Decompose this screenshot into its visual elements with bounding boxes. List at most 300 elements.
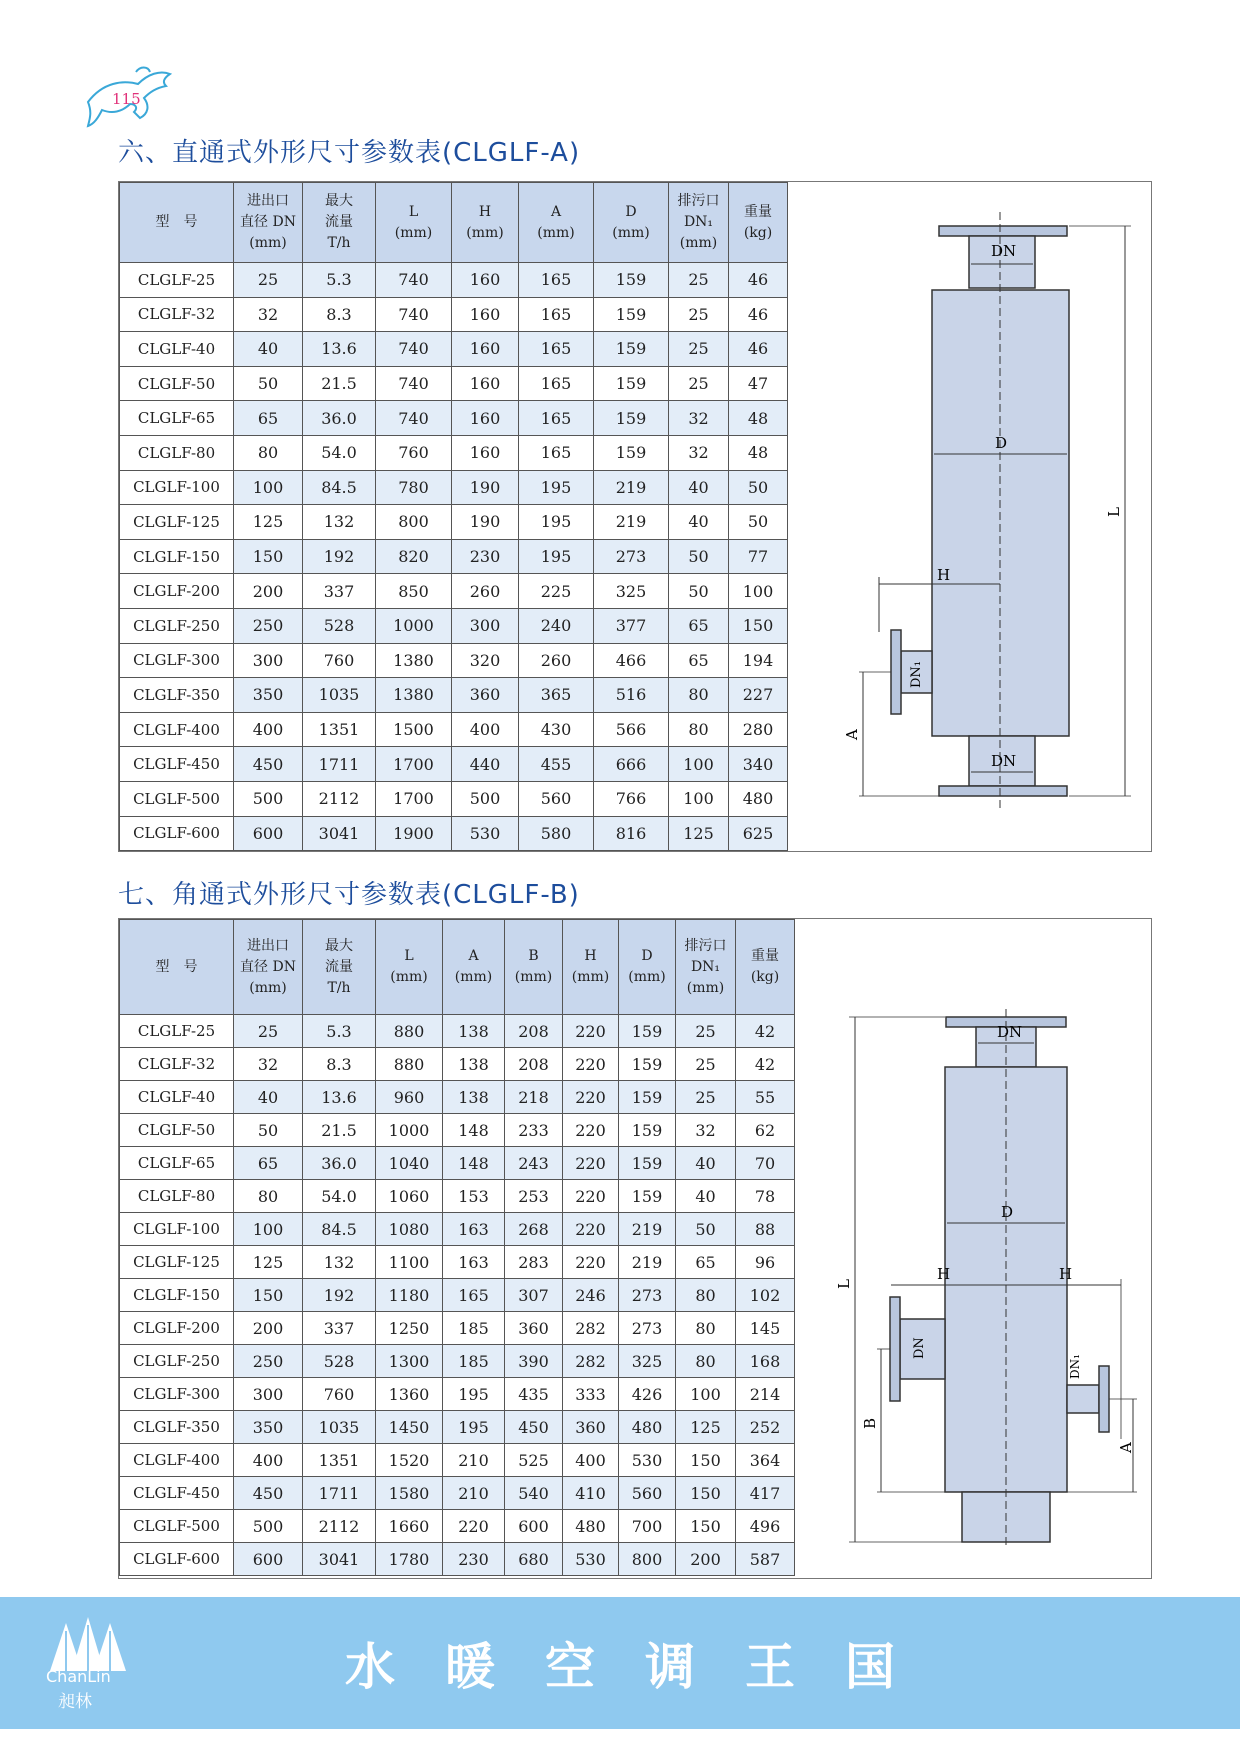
table-row bbox=[120, 1279, 795, 1312]
value-cell: 1100 bbox=[376, 1246, 443, 1279]
table-row bbox=[120, 1312, 795, 1345]
value-cell: 42 bbox=[736, 1015, 795, 1048]
value-cell: 214 bbox=[736, 1378, 795, 1411]
table-row bbox=[120, 435, 788, 470]
value-cell: 740 bbox=[376, 401, 452, 436]
value-cell: 21.5 bbox=[303, 1114, 376, 1147]
value-cell: 163 bbox=[443, 1213, 505, 1246]
header-line: L bbox=[404, 948, 414, 964]
header-line: (mm) bbox=[390, 969, 428, 985]
table-row bbox=[120, 574, 788, 609]
value-cell: 159 bbox=[619, 1015, 676, 1048]
straight-filter-diagram bbox=[819, 182, 1151, 851]
model-cell: CLGLF-150 bbox=[120, 539, 234, 574]
value-cell: 600 bbox=[234, 1543, 303, 1576]
value-cell: 50 bbox=[234, 1114, 303, 1147]
value-cell: 8.3 bbox=[303, 297, 376, 332]
value-cell: 159 bbox=[594, 401, 669, 436]
value-cell: 500 bbox=[452, 781, 519, 816]
value-cell: 192 bbox=[303, 1279, 376, 1312]
table-header-row bbox=[120, 183, 788, 263]
value-cell: 325 bbox=[594, 574, 669, 609]
value-cell: 400 bbox=[234, 712, 303, 747]
value-cell: 680 bbox=[505, 1543, 563, 1576]
header-line: 排污口 bbox=[677, 193, 720, 209]
column-header bbox=[452, 183, 519, 263]
value-cell: 195 bbox=[519, 505, 594, 540]
model-cell: CLGLF-400 bbox=[120, 1444, 234, 1477]
value-cell: 194 bbox=[729, 643, 788, 678]
header-line: DN₁ bbox=[690, 958, 721, 975]
value-cell: 220 bbox=[563, 1246, 619, 1279]
value-cell: 282 bbox=[563, 1345, 619, 1378]
value-cell: 600 bbox=[234, 816, 303, 851]
value-cell: 100 bbox=[669, 781, 729, 816]
value-cell: 210 bbox=[443, 1477, 505, 1510]
value-cell: 77 bbox=[729, 539, 788, 574]
model-cell: CLGLF-125 bbox=[120, 1246, 234, 1279]
section-a-title: 六、直通式外形尺寸参数表(CLGLF-A) bbox=[118, 138, 581, 168]
header-line: DN₁ bbox=[683, 214, 714, 230]
value-cell: 450 bbox=[234, 747, 303, 782]
value-cell: 760 bbox=[303, 643, 376, 678]
value-cell: 666 bbox=[594, 747, 669, 782]
model-cell: CLGLF-300 bbox=[120, 643, 234, 678]
value-cell: 417 bbox=[736, 1477, 795, 1510]
value-cell: 153 bbox=[443, 1180, 505, 1213]
value-cell: 800 bbox=[376, 505, 452, 540]
model-cell: CLGLF-50 bbox=[120, 1114, 234, 1147]
value-cell: 25 bbox=[669, 332, 729, 367]
value-cell: 195 bbox=[443, 1411, 505, 1444]
value-cell: 200 bbox=[676, 1543, 736, 1576]
value-cell: 1080 bbox=[376, 1213, 443, 1246]
label-dn-top: DN bbox=[991, 242, 1017, 260]
value-cell: 80 bbox=[669, 712, 729, 747]
label-h-left: H bbox=[937, 1265, 951, 1283]
value-cell: 132 bbox=[303, 1246, 376, 1279]
value-cell: 8.3 bbox=[303, 1048, 376, 1081]
value-cell: 1035 bbox=[303, 678, 376, 713]
table-row bbox=[120, 1180, 795, 1213]
label-l: L bbox=[1105, 507, 1123, 517]
header-line: H bbox=[478, 203, 492, 220]
table-row bbox=[120, 1213, 795, 1246]
value-cell: 300 bbox=[234, 643, 303, 678]
value-cell: 36.0 bbox=[303, 1147, 376, 1180]
value-cell: 350 bbox=[234, 1411, 303, 1444]
model-cell: CLGLF-200 bbox=[120, 1312, 234, 1345]
value-cell: 160 bbox=[452, 366, 519, 401]
header-line: 型 号 bbox=[155, 214, 198, 230]
value-cell: 65 bbox=[669, 643, 729, 678]
value-cell: 1660 bbox=[376, 1510, 443, 1543]
column-header bbox=[563, 920, 619, 1015]
column-header bbox=[376, 920, 443, 1015]
value-cell: 21.5 bbox=[303, 366, 376, 401]
header-line: 直径 DN bbox=[240, 958, 296, 975]
column-header bbox=[519, 183, 594, 263]
value-cell: 1450 bbox=[376, 1411, 443, 1444]
value-cell: 740 bbox=[376, 332, 452, 367]
value-cell: 1351 bbox=[303, 1444, 376, 1477]
value-cell: 220 bbox=[563, 1048, 619, 1081]
value-cell: 880 bbox=[376, 1048, 443, 1081]
value-cell: 32 bbox=[669, 401, 729, 436]
table-row bbox=[120, 332, 788, 367]
value-cell: 55 bbox=[736, 1081, 795, 1114]
table-row bbox=[120, 297, 788, 332]
table-row bbox=[120, 608, 788, 643]
value-cell: 125 bbox=[234, 1246, 303, 1279]
value-cell: 132 bbox=[303, 505, 376, 540]
value-cell: 65 bbox=[234, 401, 303, 436]
model-cell: CLGLF-65 bbox=[120, 1147, 234, 1180]
value-cell: 1900 bbox=[376, 816, 452, 851]
column-header bbox=[234, 183, 303, 263]
value-cell: 500 bbox=[234, 781, 303, 816]
value-cell: 13.6 bbox=[303, 1081, 376, 1114]
header-line: (mm) bbox=[466, 224, 504, 241]
footer-banner bbox=[0, 1597, 1240, 1729]
value-cell: 190 bbox=[452, 470, 519, 505]
value-cell: 185 bbox=[443, 1345, 505, 1378]
value-cell: 32 bbox=[676, 1114, 736, 1147]
header-line: A bbox=[550, 203, 562, 220]
table-row bbox=[120, 643, 788, 678]
model-cell: CLGLF-350 bbox=[120, 678, 234, 713]
value-cell: 84.5 bbox=[303, 1213, 376, 1246]
value-cell: 260 bbox=[519, 643, 594, 678]
value-cell: 200 bbox=[234, 574, 303, 609]
value-cell: 253 bbox=[505, 1180, 563, 1213]
value-cell: 40 bbox=[234, 332, 303, 367]
value-cell: 40 bbox=[676, 1180, 736, 1213]
value-cell: 78 bbox=[736, 1180, 795, 1213]
model-cell: CLGLF-50 bbox=[120, 366, 234, 401]
value-cell: 516 bbox=[594, 678, 669, 713]
value-cell: 220 bbox=[563, 1213, 619, 1246]
label-dn-top: DN bbox=[997, 1023, 1023, 1041]
value-cell: 25 bbox=[234, 263, 303, 298]
table-row bbox=[120, 1543, 795, 1576]
value-cell: 159 bbox=[594, 263, 669, 298]
label-a: A bbox=[843, 729, 861, 740]
value-cell: 220 bbox=[563, 1147, 619, 1180]
value-cell: 220 bbox=[563, 1081, 619, 1114]
header-line: (mm) bbox=[454, 969, 493, 985]
value-cell: 100 bbox=[234, 470, 303, 505]
value-cell: 47 bbox=[729, 366, 788, 401]
value-cell: 219 bbox=[619, 1213, 676, 1246]
model-cell: CLGLF-500 bbox=[120, 781, 234, 816]
value-cell: 159 bbox=[619, 1147, 676, 1180]
value-cell: 159 bbox=[594, 332, 669, 367]
value-cell: 760 bbox=[303, 1378, 376, 1411]
model-cell: CLGLF-450 bbox=[120, 1477, 234, 1510]
value-cell: 377 bbox=[594, 608, 669, 643]
value-cell: 220 bbox=[563, 1180, 619, 1213]
value-cell: 195 bbox=[443, 1378, 505, 1411]
value-cell: 625 bbox=[729, 816, 788, 851]
value-cell: 320 bbox=[452, 643, 519, 678]
header-line: (mm) bbox=[686, 979, 725, 996]
value-cell: 426 bbox=[619, 1378, 676, 1411]
label-dn1: DN₁ bbox=[1068, 1354, 1082, 1379]
label-dn1: DN₁ bbox=[909, 660, 924, 688]
header-line: A bbox=[468, 948, 479, 964]
value-cell: 560 bbox=[519, 781, 594, 816]
value-cell: 192 bbox=[303, 539, 376, 574]
value-cell: 740 bbox=[376, 263, 452, 298]
value-cell: 2112 bbox=[303, 781, 376, 816]
value-cell: 80 bbox=[234, 435, 303, 470]
value-cell: 566 bbox=[594, 712, 669, 747]
value-cell: 219 bbox=[619, 1246, 676, 1279]
value-cell: 246 bbox=[563, 1279, 619, 1312]
model-cell: CLGLF-100 bbox=[120, 1213, 234, 1246]
label-h: H bbox=[937, 566, 951, 584]
model-cell: CLGLF-200 bbox=[120, 574, 234, 609]
value-cell: 50 bbox=[676, 1213, 736, 1246]
table-row bbox=[120, 366, 788, 401]
value-cell: 185 bbox=[443, 1312, 505, 1345]
header-line: (kg) bbox=[750, 969, 780, 985]
header-line: 型 号 bbox=[155, 958, 198, 975]
value-cell: 138 bbox=[443, 1048, 505, 1081]
model-cell: CLGLF-350 bbox=[120, 1411, 234, 1444]
table-row bbox=[120, 1345, 795, 1378]
value-cell: 530 bbox=[563, 1543, 619, 1576]
value-cell: 220 bbox=[563, 1114, 619, 1147]
value-cell: 360 bbox=[563, 1411, 619, 1444]
value-cell: 1780 bbox=[376, 1543, 443, 1576]
column-header bbox=[729, 183, 788, 263]
header-line: (kg) bbox=[743, 224, 773, 241]
value-cell: 150 bbox=[676, 1444, 736, 1477]
value-cell: 337 bbox=[303, 1312, 376, 1345]
header-line: 重量 bbox=[751, 948, 779, 964]
value-cell: 1060 bbox=[376, 1180, 443, 1213]
value-cell: 80 bbox=[669, 678, 729, 713]
header-line: 排污口 bbox=[684, 937, 727, 954]
value-cell: 80 bbox=[234, 1180, 303, 1213]
value-cell: 50 bbox=[669, 574, 729, 609]
header-line: (mm) bbox=[612, 224, 650, 241]
table-header-row bbox=[120, 920, 795, 1015]
value-cell: 148 bbox=[443, 1147, 505, 1180]
header-line: 进出口 bbox=[247, 937, 289, 954]
value-cell: 200 bbox=[234, 1312, 303, 1345]
value-cell: 600 bbox=[505, 1510, 563, 1543]
value-cell: 350 bbox=[234, 678, 303, 713]
model-cell: CLGLF-25 bbox=[120, 1015, 234, 1048]
value-cell: 80 bbox=[676, 1312, 736, 1345]
value-cell: 165 bbox=[519, 263, 594, 298]
value-cell: 210 bbox=[443, 1444, 505, 1477]
value-cell: 466 bbox=[594, 643, 669, 678]
header-line: (mm) bbox=[394, 224, 433, 241]
value-cell: 273 bbox=[619, 1279, 676, 1312]
label-d: D bbox=[1001, 1203, 1014, 1221]
column-header bbox=[376, 183, 452, 263]
value-cell: 1351 bbox=[303, 712, 376, 747]
label-dn-side: DN bbox=[912, 1337, 927, 1359]
value-cell: 150 bbox=[234, 1279, 303, 1312]
value-cell: 32 bbox=[234, 297, 303, 332]
table-row bbox=[120, 781, 788, 816]
column-header bbox=[505, 920, 563, 1015]
value-cell: 800 bbox=[619, 1543, 676, 1576]
header-line: T/h bbox=[327, 979, 351, 996]
value-cell: 2112 bbox=[303, 1510, 376, 1543]
section-a-table bbox=[119, 182, 788, 851]
value-cell: 580 bbox=[519, 816, 594, 851]
value-cell: 80 bbox=[676, 1279, 736, 1312]
value-cell: 273 bbox=[594, 539, 669, 574]
value-cell: 252 bbox=[736, 1411, 795, 1444]
value-cell: 450 bbox=[234, 1477, 303, 1510]
footer-slogan: 水暖空调王国 bbox=[345, 1638, 945, 1696]
table-row bbox=[120, 712, 788, 747]
value-cell: 700 bbox=[619, 1510, 676, 1543]
value-cell: 65 bbox=[676, 1246, 736, 1279]
value-cell: 587 bbox=[736, 1543, 795, 1576]
value-cell: 50 bbox=[729, 470, 788, 505]
value-cell: 740 bbox=[376, 366, 452, 401]
header-line: D bbox=[625, 203, 637, 220]
value-cell: 160 bbox=[452, 263, 519, 298]
value-cell: 530 bbox=[619, 1444, 676, 1477]
value-cell: 400 bbox=[452, 712, 519, 747]
value-cell: 230 bbox=[452, 539, 519, 574]
table-row bbox=[120, 470, 788, 505]
value-cell: 50 bbox=[729, 505, 788, 540]
header-line: T/h bbox=[327, 235, 351, 251]
value-cell: 530 bbox=[452, 816, 519, 851]
value-cell: 208 bbox=[505, 1048, 563, 1081]
value-cell: 159 bbox=[594, 435, 669, 470]
header-line: L bbox=[408, 203, 419, 220]
value-cell: 219 bbox=[594, 505, 669, 540]
model-cell: CLGLF-25 bbox=[120, 263, 234, 298]
header-line: (mm) bbox=[249, 235, 287, 251]
value-cell: 340 bbox=[729, 747, 788, 782]
model-cell: CLGLF-600 bbox=[120, 1543, 234, 1576]
page-number: 115 bbox=[112, 90, 141, 108]
value-cell: 100 bbox=[676, 1378, 736, 1411]
table-row bbox=[120, 747, 788, 782]
model-cell: CLGLF-250 bbox=[120, 1345, 234, 1378]
value-cell: 1300 bbox=[376, 1345, 443, 1378]
value-cell: 360 bbox=[452, 678, 519, 713]
header-line: D bbox=[641, 948, 653, 964]
model-cell: CLGLF-450 bbox=[120, 747, 234, 782]
value-cell: 1380 bbox=[376, 643, 452, 678]
model-cell: CLGLF-80 bbox=[120, 435, 234, 470]
table-row bbox=[120, 1081, 795, 1114]
value-cell: 125 bbox=[669, 816, 729, 851]
section-b-frame bbox=[118, 918, 1152, 1579]
column-header bbox=[234, 920, 303, 1015]
value-cell: 148 bbox=[443, 1114, 505, 1147]
value-cell: 500 bbox=[234, 1510, 303, 1543]
model-cell: CLGLF-40 bbox=[120, 332, 234, 367]
value-cell: 65 bbox=[669, 608, 729, 643]
value-cell: 100 bbox=[669, 747, 729, 782]
value-cell: 5.3 bbox=[303, 263, 376, 298]
value-cell: 268 bbox=[505, 1213, 563, 1246]
section-b-title: 七、角通式外形尺寸参数表(CLGLF-B) bbox=[118, 880, 580, 910]
table-row bbox=[120, 1246, 795, 1279]
header-line: B bbox=[528, 948, 539, 964]
value-cell: 430 bbox=[519, 712, 594, 747]
value-cell: 138 bbox=[443, 1081, 505, 1114]
value-cell: 1711 bbox=[303, 1477, 376, 1510]
value-cell: 165 bbox=[519, 401, 594, 436]
value-cell: 480 bbox=[563, 1510, 619, 1543]
value-cell: 455 bbox=[519, 747, 594, 782]
value-cell: 163 bbox=[443, 1246, 505, 1279]
value-cell: 540 bbox=[505, 1477, 563, 1510]
value-cell: 3041 bbox=[303, 816, 376, 851]
value-cell: 333 bbox=[563, 1378, 619, 1411]
value-cell: 40 bbox=[676, 1147, 736, 1180]
value-cell: 300 bbox=[452, 608, 519, 643]
value-cell: 560 bbox=[619, 1477, 676, 1510]
table-row bbox=[120, 401, 788, 436]
value-cell: 1000 bbox=[376, 608, 452, 643]
header-line: 流量 bbox=[325, 958, 353, 975]
column-header bbox=[669, 183, 729, 263]
value-cell: 13.6 bbox=[303, 332, 376, 367]
value-cell: 150 bbox=[676, 1510, 736, 1543]
value-cell: 88 bbox=[736, 1213, 795, 1246]
section-a-frame bbox=[118, 181, 1152, 852]
value-cell: 1000 bbox=[376, 1114, 443, 1147]
value-cell: 364 bbox=[736, 1444, 795, 1477]
value-cell: 1180 bbox=[376, 1279, 443, 1312]
value-cell: 766 bbox=[594, 781, 669, 816]
model-cell: CLGLF-150 bbox=[120, 1279, 234, 1312]
value-cell: 5.3 bbox=[303, 1015, 376, 1048]
model-cell: CLGLF-100 bbox=[120, 470, 234, 505]
header-line: 流量 bbox=[325, 214, 353, 230]
column-header bbox=[443, 920, 505, 1015]
value-cell: 165 bbox=[519, 297, 594, 332]
value-cell: 1500 bbox=[376, 712, 452, 747]
value-cell: 159 bbox=[619, 1180, 676, 1213]
value-cell: 25 bbox=[676, 1048, 736, 1081]
header-line: (mm) bbox=[249, 979, 287, 996]
value-cell: 102 bbox=[736, 1279, 795, 1312]
value-cell: 282 bbox=[563, 1312, 619, 1345]
value-cell: 218 bbox=[505, 1081, 563, 1114]
value-cell: 850 bbox=[376, 574, 452, 609]
model-cell: CLGLF-400 bbox=[120, 712, 234, 747]
value-cell: 138 bbox=[443, 1015, 505, 1048]
value-cell: 1360 bbox=[376, 1378, 443, 1411]
table-row bbox=[120, 816, 788, 851]
model-cell: CLGLF-500 bbox=[120, 1510, 234, 1543]
value-cell: 36.0 bbox=[303, 401, 376, 436]
table-row bbox=[120, 539, 788, 574]
value-cell: 400 bbox=[234, 1444, 303, 1477]
angle-filter-diagram bbox=[819, 919, 1151, 1578]
value-cell: 62 bbox=[736, 1114, 795, 1147]
model-cell: CLGLF-32 bbox=[120, 297, 234, 332]
column-header bbox=[303, 920, 376, 1015]
